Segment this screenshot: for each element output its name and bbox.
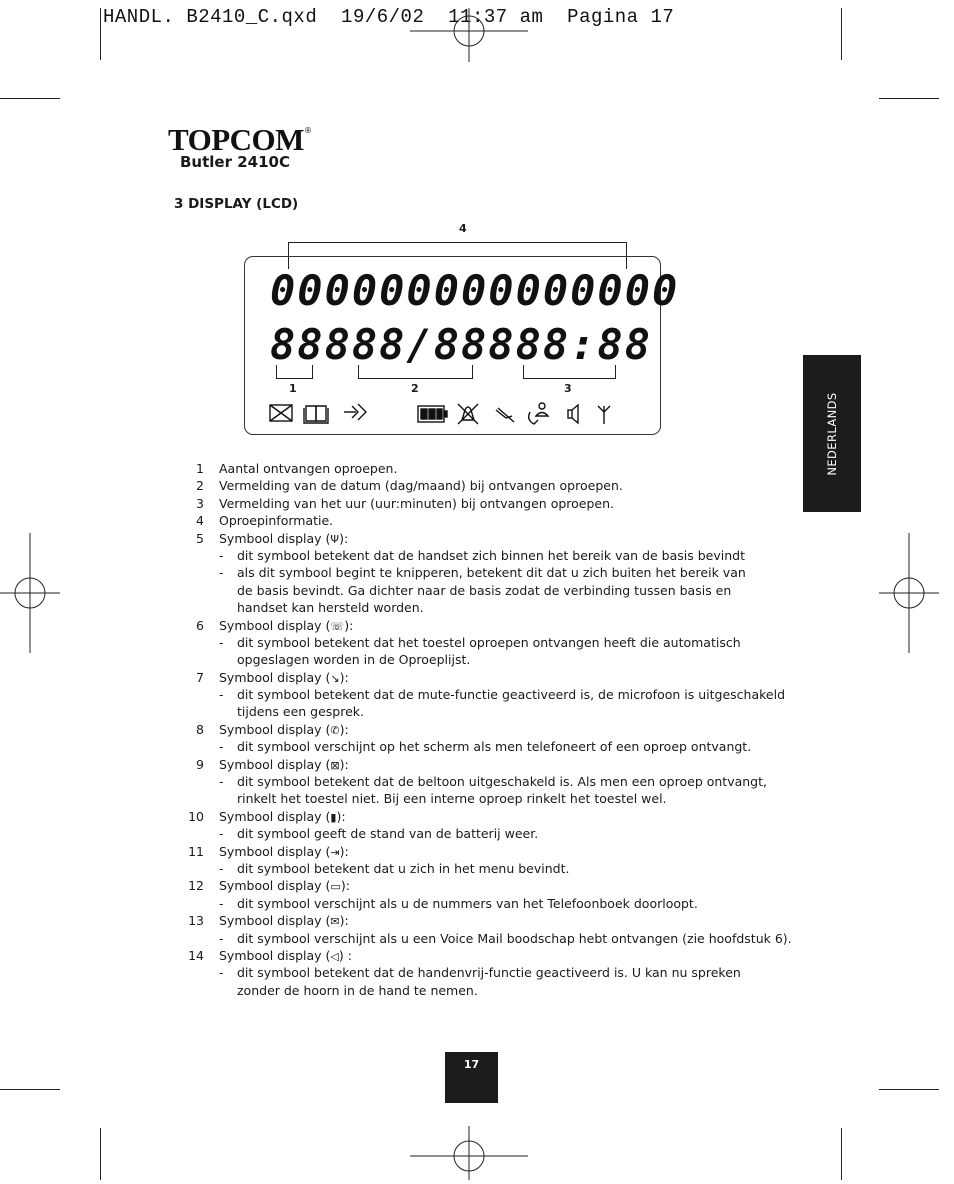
brand-logo: [168, 122, 312, 157]
bullet-dash: -: [219, 547, 224, 563]
list-item-number: 8: [196, 721, 204, 737]
bullet-line: [0, 895, 954, 912]
list-item: [0, 512, 954, 529]
call-log-icon: [529, 403, 548, 424]
list-item: [0, 669, 954, 686]
inline-symbol-icon: ◁: [330, 949, 339, 963]
inline-symbol-icon: ▮: [330, 810, 337, 824]
list-item-number: 5: [196, 530, 204, 546]
antenna-icon: [598, 406, 610, 424]
list-item-text: Symbool display (▮):: [219, 808, 346, 824]
bullet-line: [0, 599, 954, 616]
list-item: [0, 756, 954, 773]
book-icon: [304, 406, 328, 423]
menu-arrow-icon: [344, 404, 366, 420]
language-tab-label: NEDERLANDS: [825, 391, 839, 476]
bullet-dash: -: [219, 565, 224, 581]
list-item: [0, 843, 954, 860]
list-item: [0, 912, 954, 929]
bullet-text: dit symbool verschijnt als u een Voice Mail boodschap hebt ontvangen (zie hoofdstuk 6).: [237, 930, 792, 946]
callout-2: 2: [411, 382, 419, 395]
callout-1-bracket: [276, 365, 313, 379]
list-item-number: 7: [196, 669, 204, 685]
list-item-text: Vermelding van de datum (dag/maand) bij ontvangen oproepen.: [219, 478, 623, 494]
bullet-line: [0, 651, 954, 668]
list-item-number: 3: [196, 495, 204, 511]
bullet-line: [0, 738, 954, 755]
ringer-off-icon: [458, 404, 478, 424]
registered-mark: ®: [303, 126, 312, 135]
inline-symbol-icon: ✉: [330, 915, 340, 929]
bullet-text: handset kan hersteld worden.: [237, 600, 424, 616]
list-item-text: Symbool display (↘):: [219, 669, 349, 685]
callout-4: 4: [459, 222, 467, 235]
list-item-text: Symbool display (✆):: [219, 721, 349, 737]
list-item-number: 11: [188, 843, 204, 859]
bullet-text: zonder de hoorn in de hand te nemen.: [237, 982, 478, 998]
speaker-icon: [568, 405, 578, 423]
list-item-text: Symbool display (⊠):: [219, 756, 349, 772]
symbol-list: [0, 460, 954, 999]
model-name: Butler 2410C: [180, 153, 290, 171]
list-item: [0, 877, 954, 894]
bullet-text: dit symbool betekent dat het toestel oproepen ontvangen heeft die automatisch: [237, 634, 741, 650]
list-item: [0, 721, 954, 738]
list-item: [0, 617, 954, 634]
bullet-line: [0, 773, 954, 790]
callout-3-bracket: [523, 365, 616, 379]
bullet-line: [0, 825, 954, 842]
bullet-dash: -: [219, 895, 224, 911]
list-item-number: 13: [188, 913, 204, 929]
lcd-row-date-time: 88888/88888:88: [270, 320, 653, 369]
callout-3: 3: [564, 382, 572, 395]
list-item-text: Symbool display (☏):: [219, 617, 354, 633]
bullet-dash: -: [219, 826, 224, 842]
bullet-line: [0, 964, 954, 981]
bullet-text: dit symbool betekent dat de handenvrij-functie geactiveerd is. U kan nu spreken: [237, 965, 741, 981]
bullet-line: [0, 634, 954, 651]
list-item: [0, 808, 954, 825]
bullet-text: tijdens een gesprek.: [237, 704, 364, 720]
list-item-number: 1: [196, 461, 204, 476]
list-item: [0, 477, 954, 494]
inline-symbol-icon: ⊠: [330, 758, 340, 772]
list-item-text: Symbool display (✉):: [219, 913, 349, 929]
bullet-text: opgeslagen worden in de Oproeplijst.: [237, 652, 471, 668]
inline-symbol-icon: ✆: [330, 723, 340, 737]
callout-1: 1: [289, 382, 297, 395]
bullet-text: dit symbool betekent dat u zich in het menu bevindt.: [237, 860, 570, 876]
bullet-line: [0, 860, 954, 877]
list-item-number: 6: [196, 617, 204, 633]
list-item-text: Symbool display (⇥):: [219, 843, 349, 859]
list-item-text: Aantal ontvangen oproepen.: [219, 461, 398, 476]
callout-2-bracket: [358, 365, 473, 379]
mute-icon: [496, 408, 514, 422]
bullet-text: dit symbool verschijnt op het scherm als men telefoneert of een oproep ontvangt.: [237, 739, 752, 755]
bullet-text: rinkelt het toestel niet. Bij een interne oproep rinkelt het toestel wel.: [237, 791, 667, 807]
bullet-dash: -: [219, 634, 224, 650]
list-item-text: Symbool display (Ψ):: [219, 530, 349, 546]
bullet-dash: -: [219, 860, 224, 876]
list-item: [0, 530, 954, 547]
bullet-line: [0, 982, 954, 999]
battery-icon: [418, 406, 447, 422]
bullet-dash: -: [219, 774, 224, 790]
mail-icon: [270, 405, 292, 421]
list-item-text: Oproepinformatie.: [219, 513, 334, 529]
bullet-line: [0, 564, 954, 581]
list-item-number: 9: [196, 756, 204, 772]
bullet-dash: -: [219, 687, 224, 703]
inline-symbol-icon: ⇥: [330, 845, 340, 859]
bullet-text: dit symbool verschijnt als u de nummers van het Telefoonboek doorloopt.: [237, 895, 698, 911]
list-item: [0, 495, 954, 512]
bullet-dash: -: [219, 930, 224, 946]
bullet-dash: -: [219, 965, 224, 981]
inline-symbol-icon: ▭: [330, 880, 341, 894]
bullet-line: [0, 547, 954, 564]
list-item-text: Symbool display (▭):: [219, 878, 350, 894]
bullet-text: de basis bevindt. Ga dichter naar de basis zodat de verbinding tussen basis en: [237, 582, 732, 598]
bullet-line: [0, 582, 954, 599]
page-number: 17: [445, 1052, 498, 1103]
bullet-line: [0, 686, 954, 703]
bullet-line: [0, 790, 954, 807]
list-item: [0, 947, 954, 964]
inline-symbol-icon: ☏: [330, 619, 345, 633]
bullet-text: als dit symbool begint te knipperen, betekent dit dat u zich buiten het bereik van: [237, 565, 746, 581]
bullet-text: dit symbool geeft de stand van de batterij weer.: [237, 826, 539, 842]
list-item-number: 10: [188, 808, 204, 824]
section-title: 3 DISPLAY (LCD): [174, 196, 299, 212]
inline-symbol-icon: ↘: [330, 671, 340, 685]
bullet-text: dit symbool betekent dat de mute-functie geactiveerd is, de microfoon is uitgeschakeld: [237, 687, 785, 703]
list-item-number: 12: [188, 878, 204, 894]
inline-symbol-icon: Ψ: [330, 532, 340, 546]
list-item-text: Symbool display (◁) :: [219, 947, 352, 963]
bullet-line: [0, 703, 954, 720]
bullet-text: dit symbool betekent dat de beltoon uitgeschakeld is. Als men een oproep ontvangt,: [237, 774, 767, 790]
lcd-row-digits: 000000000000000: [270, 266, 680, 315]
list-item-number: 14: [188, 947, 204, 963]
print-slug: HANDL. B2410_C.qxd 19/6/02 11:37 am Pagina 17: [103, 6, 675, 28]
bullet-text: dit symbool betekent dat de handset zich binnen het bereik van de basis bevindt: [237, 547, 745, 563]
list-item-text: Vermelding van het uur (uur:minuten) bij ontvangen oproepen.: [219, 495, 615, 511]
list-item-number: 2: [196, 478, 204, 494]
list-item: [0, 460, 954, 477]
lcd-icon-row: [268, 400, 628, 428]
list-item-number: 4: [196, 513, 204, 529]
bullet-dash: -: [219, 739, 224, 755]
bullet-line: [0, 930, 954, 947]
logo-text: TOPCOM: [168, 122, 304, 157]
